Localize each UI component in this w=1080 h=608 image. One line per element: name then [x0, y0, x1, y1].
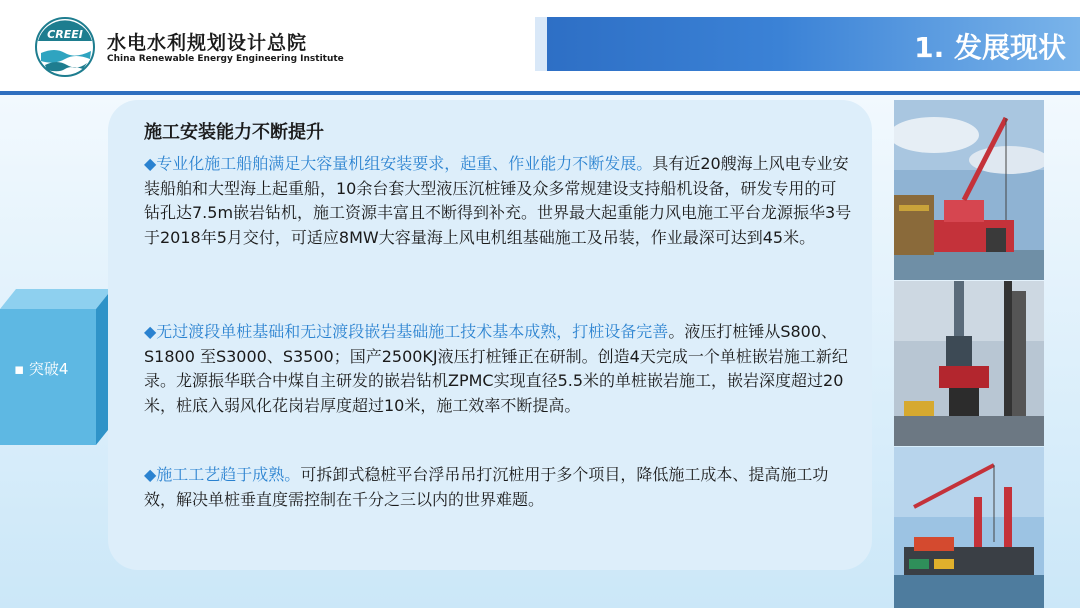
header [0, 0, 1080, 95]
paragraph-3-body: 可拆卸式稳桩平台浮吊吊打沉桩用于多个项目，降低施工成本、提高施工功效，解决单桩垂直度需控制在千分之三以内的世界难题。 [144, 465, 829, 509]
paragraph-1 [144, 152, 852, 250]
org-name-en: China Renewable Energy Engineering Institute [107, 54, 344, 64]
box-top-face [0, 289, 112, 309]
title-bar-accent [535, 17, 547, 71]
pile-hammer-photo [894, 281, 1044, 446]
panel-title: 施工安装能力不断提升 [144, 122, 324, 143]
svg-text:CREEI: CREEI [47, 28, 83, 41]
breakthrough-label: ▪ 突破4 [14, 360, 69, 378]
org-name-cn: 水电水利规划设计总院 [107, 32, 308, 54]
crane-ship-photo [894, 100, 1044, 280]
paragraph-2 [144, 320, 852, 418]
content-panel [108, 100, 872, 570]
section-title-bar [535, 17, 1080, 71]
creei-logo [35, 17, 95, 77]
paragraph-3 [144, 463, 852, 512]
paragraph-1-highlight: ◆专业化施工船舶满足大容量机组安装要求，起重、作业能力不断发展。 [144, 154, 653, 173]
paragraph-1-body: 具有近20艘海上风电专业安装船舶和大型海上起重船，10余台套大型液压沉桩锤及众多常规建设支持船机设备，研发专用的可钻孔达7.5m嵌岩钻机，施工资源丰富且不断得到补充。世界最大起重能力风电施工平台龙源振华3号于2018年5月交付，可适应8MW大容量海上风电机组基础施工及吊装，作业最深可达到45米。 [144, 154, 852, 247]
paragraph-2-highlight: ◆无过渡段单桩基础和无过渡段嵌岩基础施工技术基本成熟，打桩设备完善 [144, 322, 669, 341]
section-title: 1. 发展现状 [914, 31, 1066, 64]
paragraph-2-body: 。液压打桩锤从S800、S1800 至S3000、S3500；国产2500KJ液压打桩锤正在研制。创造4天完成一个单桩嵌岩施工新纪录。龙源振华联合中煤自主研发的嵌岩钻机ZPMC实现直径5.5米的单桩嵌岩施工，嵌岩深度超过20米，桩底入弱风化花岗岩厚度超过10米，施工效率不断提高。 [144, 322, 848, 415]
paragraph-3-highlight: ◆施工工艺趋于成熟。 [144, 465, 301, 484]
installation-platform-photo [894, 447, 1044, 608]
